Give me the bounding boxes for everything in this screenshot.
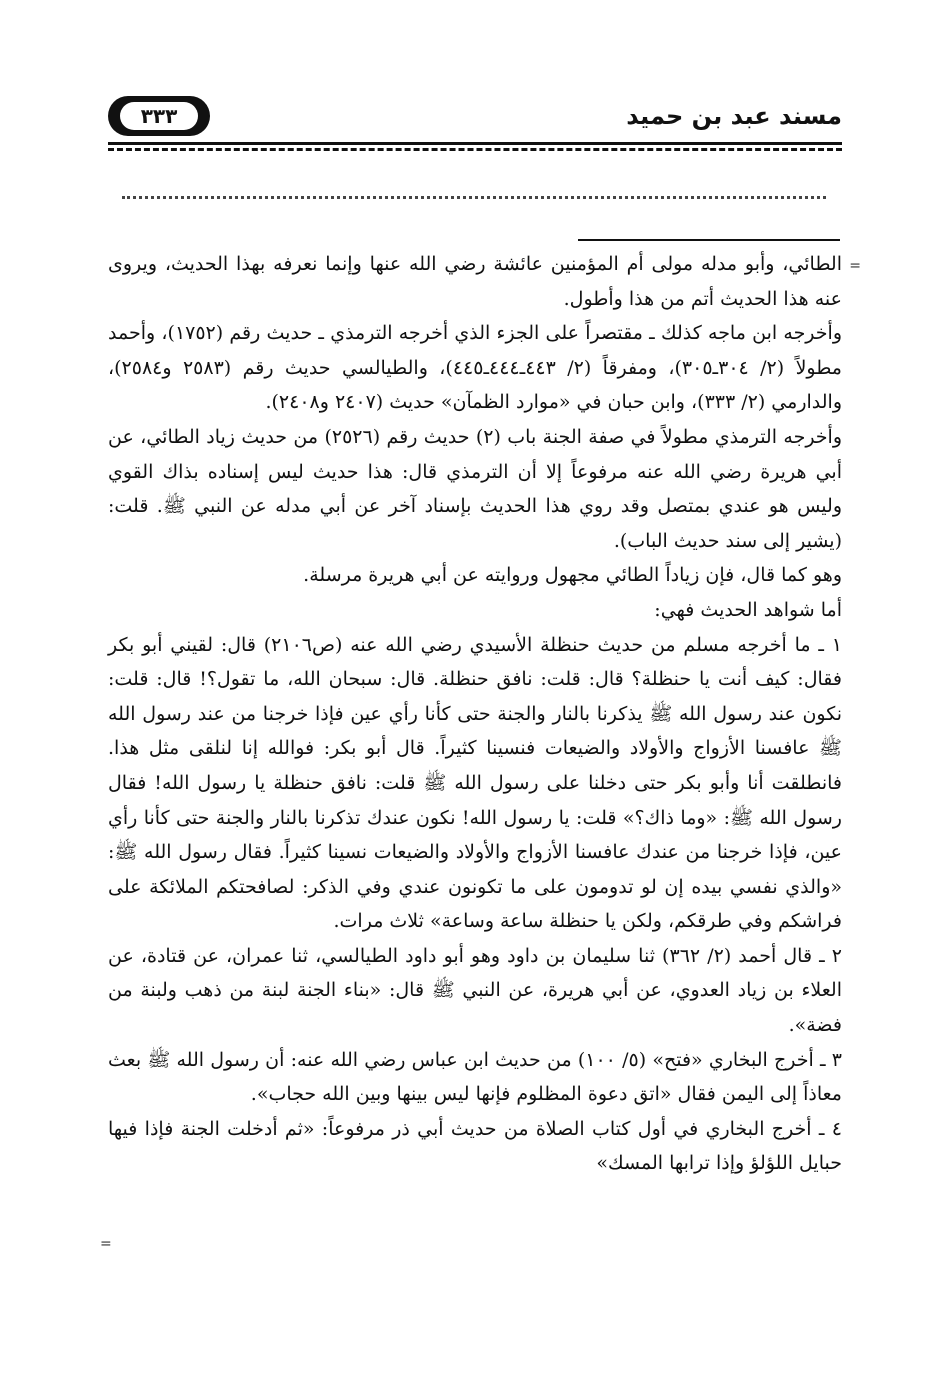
header-rule bbox=[108, 142, 842, 145]
paragraph: أما شواهد الحديث فهي: bbox=[654, 598, 842, 621]
dotted-divider bbox=[122, 196, 826, 199]
footnote-text bbox=[108, 247, 842, 1181]
book-title: مسند عبد بن حميد bbox=[626, 102, 842, 130]
page-header bbox=[108, 92, 842, 148]
page-number-badge bbox=[108, 96, 210, 136]
paragraph: ٤ ـ أخرج البخاري في أول كتاب الصلاة من حديث أبي ذر مرفوعاً: «ثم أدخلت الجنة فإذا فيها حبايل اللؤلؤ وإذا ترابها المسك» bbox=[108, 1117, 842, 1175]
paragraph: ٢ ـ قال أحمد (٢/ ٣٦٢) ثنا سليمان بن داود وهو أبو داود الطيالسي، ثنا عمران، عن قتادة، عن العلاء بن زياد العدوي، عن أبي هريرة، عن النبي ﷺ قال: «بناء الجنة لبنة من ذهب ولبنة من فضة». bbox=[108, 944, 842, 1037]
footnote-separator bbox=[578, 239, 840, 241]
paragraph: ٣ ـ أخرج البخاري «فتح» (٥/ ١٠٠) من حديث ابن عباس رضي الله عنه: أن رسول الله ﷺ بعث معاذاً إلى اليمن فقال «اتق دعوة المظلوم فإنها ليس بينها وبين الله حجاب». bbox=[108, 1048, 842, 1106]
paragraph: الطائي، وأبو مدله مولى أم المؤمنين عائشة رضي الله عنها وإنما نعرفه بهذا الحديث، ويروى عنه هذا الحديث أتم من هذا وأطول. bbox=[108, 253, 842, 310]
dashed-divider bbox=[108, 148, 842, 151]
page-number: ٣٣٣ bbox=[120, 102, 198, 130]
paragraph: ١ ـ ما أخرجه مسلم من حديث حنظلة الأسيدي رضي الله عنه (ص٢١٠٦) قال: لقيني أبو بكر فقال: كيف أنت يا حنظلة؟ قال: قلت: نافق حنظلة. قال: سبحان الله، ما تقول؟! قال: قلت: نكون عند رسول الله ﷺ يذكرنا بالنار والجنة حتى كأنا رأي عين فإذا خرجنا من عند رسول الله ﷺ عافسنا الأزواج والأولاد والضيعات فنسينا كثيراً. قال أبو بكر: فوالله إنا لنلقى مثل هذا. فانطلقت أنا وأبو بكر حتى دخلنا على رسول الله ﷺ قلت: نافق حنظلة يا رسول الله! فقال رسول الله ﷺ: «وما ذاك؟» قلت: يا رسول الله! نكون عندك تذكرنا بالنار والجنة حتى كأنا رأي عين، فإذا خرجنا من عندك عافسنا الأزواج والأولاد والضيعات نسينا كثيراً. فقال رسول الله ﷺ: «والذي نفسي بيده إن لو تدومون على ما تكونون عندي وفي الذكر: لصافحتكم الملائكة على فراشكم وفي طرقكم، ولكن يا حنظلة ساعة وساعة» ثلاث مرات. bbox=[108, 633, 843, 933]
paragraph: وأخرجه الترمذي مطولاً في صفة الجنة باب (٢) حديث رقم (٢٥٢٦) من حديث زياد الطائي، عن أبي هريرة رضي الله عنه مرفوعاً إلا أن الترمذي قال: هذا حديث ليس إسناده بذاك القوي وليس هو عندي بمتصل وقد روي هذا الحديث بإسناد آخر عن أبي مدله عن النبي ﷺ. قلت: (يشير إلى سند حديث الباب). bbox=[108, 425, 843, 552]
side-mark-bottom: = bbox=[100, 1236, 112, 1252]
paragraph: وأخرجه ابن ماجه كذلك ـ مقتصراً على الجزء الذي أخرجه الترمذي ـ حديث رقم (١٧٥٢)، وأحمد مطولاً (٢/ ٣٠٤ـ٣٠٥)، ومفرقاً (٢/ ٤٤٣ـ٤٤٤ـ٤٤٥)، والطيالسي حديث رقم (٢٥٨٣ و٢٥٨٤)، والدارمي (٢/ ٣٣٣)، وابن حبان في «موارد الظمآن» حديث (٢٤٠٧ و٢٤٠٨). bbox=[108, 322, 842, 414]
side-mark-top: = bbox=[849, 258, 861, 274]
paragraph: وهو كما قال، فإن زياداً الطائي مجهول وروايته عن أبي هريرة مرسلة. bbox=[303, 564, 842, 587]
